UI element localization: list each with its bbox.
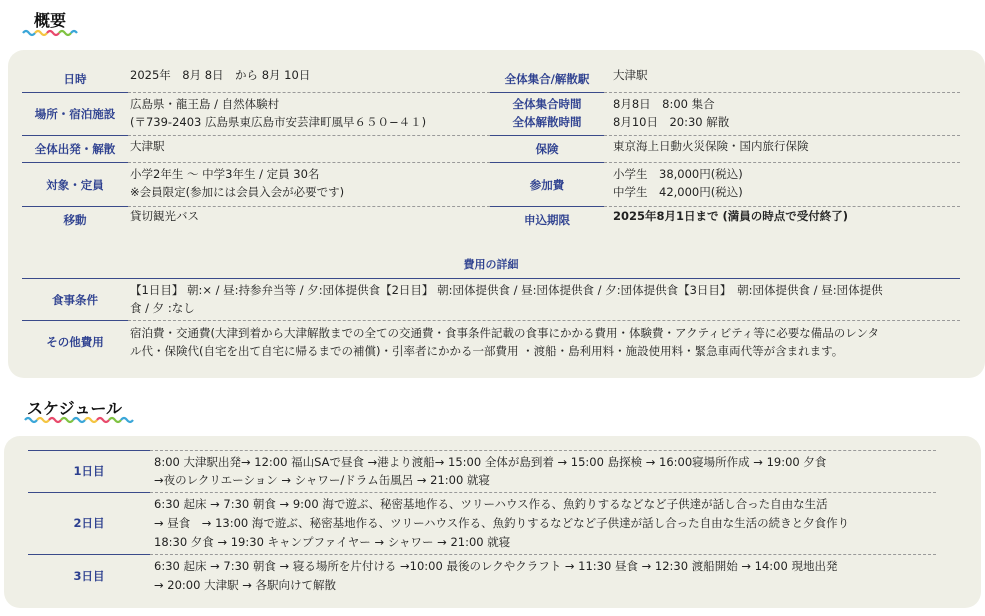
overview-title: 概要 xyxy=(34,11,67,30)
day-1-line-1: 8:00 大津駅出発→ 12:00 福山SAで昼食 →港より渡船→ 15:00 全体が島到着 → 15:00 島探検 → 16:00寝場所作成 → 19:00 夕食 xyxy=(154,455,827,469)
day-2-line-2: → 昼食 → 13:00 海で遊ぶ、秘密基地作る、ツリーハウス作る、魚釣りするなどなど子供達が話し合った自由な生活の続きと夕食作り xyxy=(154,516,850,530)
label-day-3: 3日目 xyxy=(73,569,105,583)
divider xyxy=(604,135,960,136)
schedule-title: スケジュール xyxy=(27,399,123,418)
label-transport: 移動 xyxy=(63,213,87,227)
divider xyxy=(28,492,150,493)
divider xyxy=(22,320,128,321)
day-2-line-3: 18:30 夕食 → 19:30 キャンプファイヤー → シャワー → 21:00 就寝 xyxy=(154,535,511,549)
value-meeting-time: 8月8日 8:00 集合 xyxy=(613,97,715,111)
value-meal-conditions-1: 【1日目】 朝:× / 昼:持参弁当等 / 夕:団体提供食【2日目】 朝:団体提供食 / 昼:団体提供食 / 夕:団体提供食【3日目】 朝:団体提供食 / 昼:団体提供 xyxy=(130,283,883,297)
value-fee-junior-high: 中学生 42,000円(税込) xyxy=(613,185,743,199)
label-dismissal-time: 全体解散時間 xyxy=(512,115,582,129)
value-fee-elementary: 小学生 38,000円(税込) xyxy=(613,167,743,181)
label-insurance: 保険 xyxy=(535,142,559,156)
label-date: 日時 xyxy=(63,72,87,86)
value-deadline: 2025年8月1日まで (満員の時点で受付終了) xyxy=(613,209,849,223)
label-deadline: 申込期限 xyxy=(524,213,570,227)
day-3-line-2: → 20:00 大津駅 → 各駅向けて解散 xyxy=(154,578,337,592)
divider xyxy=(22,92,128,93)
divider xyxy=(128,320,960,321)
label-day-1: 1日目 xyxy=(73,464,105,478)
divider xyxy=(28,554,150,555)
day-3-line-1: 6:30 起床 → 7:30 朝食 → 寝る場所を片付ける →10:00 最後のレクやクラフト → 11:30 昼食 → 12:30 渡船開始 → 14:00 現地出発 xyxy=(154,559,838,573)
label-target: 対象・定員 xyxy=(46,178,104,192)
value-location-1: 広島県・龍王島 / 自然体験村 xyxy=(130,97,280,111)
divider xyxy=(128,135,490,136)
day-2-line-1: 6:30 起床 → 7:30 朝食 → 9:00 海で遊ぶ、秘密基地作る、ツリーハウス作る、魚釣りするなどなど子供達が話し合った自由な生活 xyxy=(154,497,828,511)
value-insurance: 東京海上日動火災保険・国内旅行保険 xyxy=(613,139,809,153)
label-meal-conditions: 食事条件 xyxy=(52,293,98,307)
divider xyxy=(490,206,604,207)
divider xyxy=(128,92,490,93)
title-underline-wave xyxy=(22,28,80,38)
divider xyxy=(490,92,604,93)
day-1-line-2: →夜のレクリエーション → シャワー/ドラム缶風呂 → 21:00 就寝 xyxy=(154,473,490,487)
label-meeting-time: 全体集合時間 xyxy=(512,97,582,111)
divider xyxy=(604,162,960,163)
divider xyxy=(22,206,128,207)
divider xyxy=(490,135,604,136)
value-transport: 貸切観光バス xyxy=(130,209,199,223)
divider xyxy=(22,162,128,163)
label-other-costs: その他費用 xyxy=(46,335,104,349)
label-meeting-station: 全体集合/解散駅 xyxy=(504,72,590,86)
schedule-panel xyxy=(4,436,981,608)
value-departure: 大津駅 xyxy=(130,139,165,153)
value-target-1: 小学2年生 〜 中学3年生 / 定員 30名 xyxy=(130,167,320,181)
label-location: 場所・宿泊施設 xyxy=(34,107,116,121)
divider xyxy=(150,554,936,555)
title-underline-wave xyxy=(24,415,136,425)
overview-panel xyxy=(8,50,985,378)
value-meeting-station: 大津駅 xyxy=(613,68,648,82)
value-meal-conditions-2: 食 / 夕 :なし xyxy=(130,301,195,315)
divider xyxy=(22,135,128,136)
divider xyxy=(28,450,150,451)
divider xyxy=(128,162,490,163)
value-date: 2025年 8月 8日 から 8月 10日 xyxy=(130,68,311,82)
divider xyxy=(150,450,936,451)
divider xyxy=(604,92,960,93)
divider xyxy=(22,278,960,279)
label-fee: 参加費 xyxy=(529,178,565,192)
value-location-2: (〒739-2403 広島県東広島市安芸津町風早６５０−４１) xyxy=(130,115,427,129)
divider xyxy=(490,162,604,163)
label-departure: 全体出発・解散 xyxy=(34,142,116,156)
value-other-costs-1: 宿泊費・交通費(大津到着から大津解散までの全ての交通費・食事条件記載の食事にかかる費用・体験費・アクティビティ等に必要な備品のレンタ xyxy=(130,326,880,340)
label-day-2: 2日目 xyxy=(73,516,105,530)
value-other-costs-2: ル代・保険代(自宅を出て自宅に帰るまでの補償)・引率者にかかる一部費用 ・渡船・島利用料・施設使用料・緊急車両代等が含まれます。 xyxy=(130,344,844,358)
divider xyxy=(150,492,936,493)
value-dismissal-time: 8月10日 20:30 解散 xyxy=(613,115,730,129)
cost-details-title: 費用の詳細 xyxy=(463,258,519,271)
value-target-2: ※会員限定(参加には会員入会が必要です) xyxy=(130,185,345,199)
